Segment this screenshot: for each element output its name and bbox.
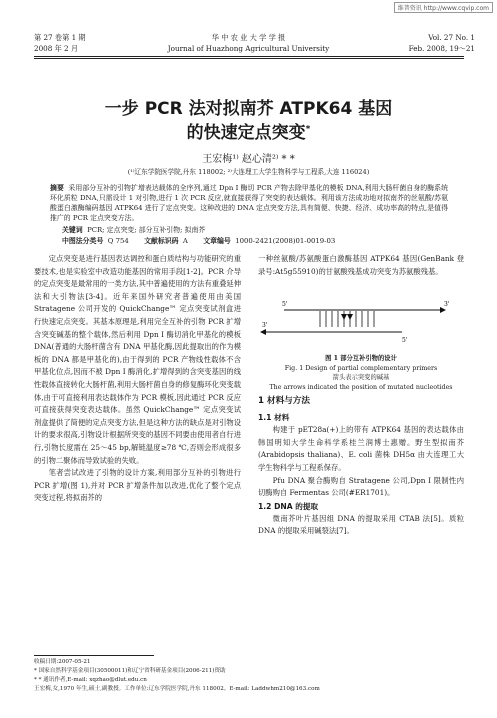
enzymes-paragraph: Pfu DNA 聚合酶购自 Stratagene 公司,Dpn I 限制性内切酶购自 Fermentas 公司(#ER1701)。 — [258, 475, 464, 498]
figure-caption-cn: 图 1 部分互补引物的设计 — [325, 355, 397, 363]
footnote-corresponding: * * 通讯作者,E-mail: xqzhao@dlut.edu.cn — [34, 677, 147, 683]
header-journal-cn: 华 中 农 业 大 学 学 报 — [211, 33, 286, 42]
subsection-dna-extraction: 1.2 DNA 的提取 — [258, 501, 319, 511]
header-journal-en: Journal of Huazhong Agricultural University — [167, 44, 330, 53]
figure-note-en: The arrows indicated the position of mutated nucleotides — [269, 383, 453, 391]
footnote-received: 收稿日期:2007-05-21 — [34, 659, 91, 665]
abstract-text: 采用部分互补的引物扩增表达载体的全序列,通过 Dpn I 酶切 PCR 产物去除甲基化的模板 DNA,利用大肠杆菌自身的酶系统环化质粒 DNA,只需设计 1 对引物,进行 1 次 PCR 反应,就直接获得了突变的表达载体。利用该方法成功地对拟南芥的丝氨酸/苏氨酸蛋白激酶编码基因 ATPK64 进行了定点突变。这种改进的 DNA 定点突变方法,具有简便、快捷、经济、成功率高的特点,是值得推广的 PCR 定点突变方法。 — [50, 184, 448, 222]
doc-code-value: A — [182, 237, 188, 245]
dna-extraction-paragraph: 微南芥叶片基因组 DNA 的提取采用 CTAB 法[5]。质粒 DNA 的提取采用碱裂法[7]。 — [258, 513, 464, 536]
fig-label-left-3: 3' — [262, 322, 268, 330]
figure-1 — [258, 294, 464, 350]
fig-label-right-3: 3' — [444, 301, 450, 309]
article-no-label: 文章编号 — [203, 237, 231, 245]
header-rule — [34, 56, 464, 57]
keywords-line — [62, 224, 205, 234]
footnote-fund: * 国家自然科学基金项目(30500011)和辽宁省科研基金项目(2006-211)资助 — [34, 668, 226, 674]
materials-paragraph: 构建于 pET28a(+)上的带有 ATPK64 基因的表达载体由韩国明知大学生命科学系桂兰润博士惠赠。野生型拟南芥(Arabidopsis thaliana)、E. coli 菌株 DH5α 由大连理工大学生物科学与工程系保存。 — [258, 425, 464, 472]
header-date: 2008 年 2 月 — [34, 44, 79, 53]
figure-caption-en: Fig. 1 Design of partial complementary primers — [284, 364, 438, 372]
doc-code-label: 文献标识码 — [144, 237, 179, 245]
title-footnote-mark: * — [305, 124, 311, 135]
abstract — [50, 183, 448, 223]
article-title-line2 — [0, 118, 497, 143]
watermark-stamp: 维普资讯 http://www.cqvip.com — [394, 2, 493, 13]
header-pages: Feb. 2008, 19～21 — [408, 44, 475, 53]
article-affiliation: (¹⁾辽东学院医学院,丹东 118002; ²⁾大连理工大学生物科学与工程系,大连 116024) — [127, 168, 370, 176]
keywords-label: 关键词 — [62, 226, 83, 234]
footnote-author-bio: 王宏梅,女,1970 年生,硕士,副教授。工作单位:辽东学院医学院,丹东 118002。E-mail: Laddwhm210@163.com — [34, 686, 320, 692]
fig-label-left-5: 5' — [282, 301, 288, 309]
primer-diagram — [258, 294, 464, 350]
intro-continued-paragraph: 一种丝氨酸/苏氨酸蛋白激酶基因 ATPK64 基因(GenBank 登录号:At5g55910)的甘氨酸残基成功突变为苏氨酸残基。 — [258, 254, 464, 276]
header-volume: 第 27 卷第 1 期 — [34, 33, 86, 42]
footnote-rule — [34, 655, 154, 656]
article-title-line2-text: 的快速定点突变 — [186, 123, 306, 143]
abstract-label: 摘要 — [50, 184, 64, 192]
clc-value: Q 754 — [107, 237, 129, 245]
article-authors: 王宏梅¹⁾ 赵心清²⁾ * * — [202, 154, 295, 165]
figure-note-cn: 箭头表示突变的碱基 — [332, 374, 390, 382]
right-column — [258, 253, 464, 650]
left-column — [34, 253, 241, 650]
header-rule-thin — [34, 58, 464, 59]
method-paragraph: 笔者尝试改进了引物的设计方案,利用部分互补的引物进行 PCR 扩增(图 1),并对 PCR 扩增条件加以改进,优化了整个定点突变过程,将拟南芥的 — [34, 468, 241, 503]
classification-line — [62, 235, 335, 245]
keywords-value: PCR; 定点突变; 部分互补引物; 拟南芥 — [87, 226, 206, 234]
article-title-line1: 一步 PCR 法对拟南芥 ATPK64 基因 — [104, 99, 393, 119]
subsection-materials: 1.1 材料 — [258, 413, 290, 423]
fig-label-right-5: 5' — [402, 337, 408, 345]
header-vol-en: Vol. 27 No. 1 — [428, 33, 475, 42]
clc-label: 中图法分类号 — [62, 237, 104, 245]
section-materials-methods: 1 材料与方法 — [258, 396, 310, 407]
intro-paragraph: 定点突变是进行基因表达调控和蛋白质结构与功能研究的重要技术,也是实验室中改造功能基因的常用手段[1-2]。PCR 介导的定点突变是最常用的一类方法,其中普遍使用的方法有重叠延伸法和大引物法[3-4]。近年来国外研究者普遍使用由美国 Stratagene 公司开发的 QuickChange™ 定点突变试剂盒进行快速定点突变。其基本原理是,利用完全互补的引物 PCR 扩增含突变碱基的整个载体,然后利用 Dpn I 酶切消化甲基化的模板 DNA(普通的大肠杆菌含有 DNA 甲基化酶,因此提取出的作为模板的 DNA 都是甲基化的),由于得到的 PCR 产物线性载体不含甲基化位点,因而不被 Dpn I 酶消化,扩增得到的含突变基因的线性载体直接转化大肠杆菌,利用大肠杆菌自身的修复酶环化突变载体,由于可直接利用表达载体作为 PCR 模板,因此通过 PCR 反应可直接获得突变表达载体。虽然 QuickChange™ 定点突变试剂盒提供了简便的定点突变方法,但是这种方法的缺点是对引物设计的要求很高,引物设计根据所突变的基因不同要由使用者自行进行,引物长度需在 25～45 bp,解链温度≥78 ℃,否则会形成很多的引物二聚体而导致试验的失败。 — [34, 254, 241, 465]
article-no-value: 1000-2421(2008)01-0019-03 — [235, 237, 336, 245]
